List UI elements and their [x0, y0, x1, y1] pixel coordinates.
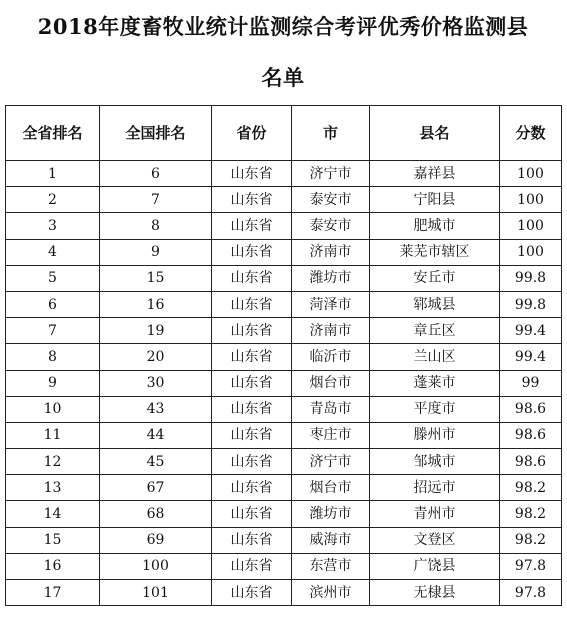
score-cell: 100 [500, 187, 562, 213]
national-rank-cell: 44 [100, 422, 212, 448]
national-rank-cell: 7 [100, 187, 212, 213]
score-cell: 98.2 [500, 475, 562, 501]
province-cell: 山东省 [212, 318, 292, 344]
province-rank-cell: 10 [6, 396, 100, 422]
county-cell: 郓城县 [370, 291, 500, 317]
province-rank-cell: 7 [6, 318, 100, 344]
province-rank-cell: 14 [6, 501, 100, 527]
county-cell: 平度市 [370, 396, 500, 422]
county-cell: 招远市 [370, 475, 500, 501]
national-rank-cell: 19 [100, 318, 212, 344]
province-rank-cell: 8 [6, 344, 100, 370]
score-cell: 98.6 [500, 449, 562, 475]
city-cell: 东营市 [292, 553, 370, 579]
province-cell: 山东省 [212, 161, 292, 187]
city-cell: 滨州市 [292, 580, 370, 606]
county-cell: 宁阳县 [370, 187, 500, 213]
province-cell: 山东省 [212, 213, 292, 239]
score-cell: 97.8 [500, 553, 562, 579]
table-row [6, 187, 562, 213]
table-row [6, 553, 562, 579]
county-cell: 章丘区 [370, 318, 500, 344]
score-cell: 98.2 [500, 501, 562, 527]
table-header-row [6, 106, 562, 161]
score-cell: 99.4 [500, 344, 562, 370]
document-title-line-2: 名单 [261, 65, 305, 90]
table-row [6, 213, 562, 239]
province-rank-cell: 15 [6, 527, 100, 553]
county-cell: 滕州市 [370, 422, 500, 448]
province-cell: 山东省 [212, 580, 292, 606]
national-rank-cell: 101 [100, 580, 212, 606]
national-rank-cell: 8 [100, 213, 212, 239]
score-cell: 97.8 [500, 580, 562, 606]
province-rank-cell: 17 [6, 580, 100, 606]
county-cell: 蓬莱市 [370, 370, 500, 396]
table-row [6, 449, 562, 475]
province-cell: 山东省 [212, 422, 292, 448]
province-rank-cell: 9 [6, 370, 100, 396]
national-rank-cell: 68 [100, 501, 212, 527]
province-cell: 山东省 [212, 553, 292, 579]
province-rank-cell: 11 [6, 422, 100, 448]
province-rank-cell: 12 [6, 449, 100, 475]
national-rank-cell: 45 [100, 449, 212, 475]
city-cell: 威海市 [292, 527, 370, 553]
province-cell: 山东省 [212, 187, 292, 213]
document-title-line-1: 2018年度畜牧业统计监测综合考评优秀价格监测县 [37, 14, 529, 39]
province-cell: 山东省 [212, 449, 292, 475]
province-rank-cell: 3 [6, 213, 100, 239]
province-rank-cell: 2 [6, 187, 100, 213]
column-header-county: 县名 [370, 106, 500, 161]
city-cell: 烟台市 [292, 370, 370, 396]
national-rank-cell: 15 [100, 265, 212, 291]
province-cell: 山东省 [212, 396, 292, 422]
province-cell: 山东省 [212, 475, 292, 501]
national-rank-cell: 67 [100, 475, 212, 501]
county-cell: 安丘市 [370, 265, 500, 291]
column-header-province: 省份 [212, 106, 292, 161]
national-rank-cell: 20 [100, 344, 212, 370]
county-cell: 文登区 [370, 527, 500, 553]
province-cell: 山东省 [212, 265, 292, 291]
column-header-city: 市 [292, 106, 370, 161]
province-cell: 山东省 [212, 370, 292, 396]
province-cell: 山东省 [212, 344, 292, 370]
province-rank-cell: 1 [6, 161, 100, 187]
table-row [6, 239, 562, 265]
table-row [6, 161, 562, 187]
city-cell: 济南市 [292, 239, 370, 265]
table-body [6, 161, 562, 606]
national-rank-cell: 30 [100, 370, 212, 396]
county-cell: 肥城市 [370, 213, 500, 239]
national-rank-cell: 43 [100, 396, 212, 422]
ranking-table [5, 105, 562, 606]
province-cell: 山东省 [212, 501, 292, 527]
city-cell: 潍坊市 [292, 501, 370, 527]
national-rank-cell: 100 [100, 553, 212, 579]
table-row [6, 344, 562, 370]
table-row [6, 501, 562, 527]
score-cell: 98.6 [500, 422, 562, 448]
table-row [6, 291, 562, 317]
score-cell: 99.8 [500, 291, 562, 317]
province-rank-cell: 5 [6, 265, 100, 291]
table-row [6, 527, 562, 553]
county-cell: 无棣县 [370, 580, 500, 606]
table-row [6, 370, 562, 396]
score-cell: 99.8 [500, 265, 562, 291]
score-cell: 100 [500, 161, 562, 187]
county-cell: 嘉祥县 [370, 161, 500, 187]
national-rank-cell: 16 [100, 291, 212, 317]
table-row [6, 475, 562, 501]
county-cell: 邹城市 [370, 449, 500, 475]
city-cell: 菏泽市 [292, 291, 370, 317]
province-cell: 山东省 [212, 291, 292, 317]
national-rank-cell: 69 [100, 527, 212, 553]
city-cell: 泰安市 [292, 187, 370, 213]
column-header-national-rank: 全国排名 [100, 106, 212, 161]
province-cell: 山东省 [212, 239, 292, 265]
table-row [6, 422, 562, 448]
national-rank-cell: 6 [100, 161, 212, 187]
province-rank-cell: 6 [6, 291, 100, 317]
province-rank-cell: 16 [6, 553, 100, 579]
column-header-score: 分数 [500, 106, 562, 161]
city-cell: 济宁市 [292, 449, 370, 475]
score-cell: 99.4 [500, 318, 562, 344]
city-cell: 济南市 [292, 318, 370, 344]
province-cell: 山东省 [212, 527, 292, 553]
table-row [6, 580, 562, 606]
county-cell: 青州市 [370, 501, 500, 527]
city-cell: 烟台市 [292, 475, 370, 501]
province-rank-cell: 13 [6, 475, 100, 501]
county-cell: 广饶县 [370, 553, 500, 579]
city-cell: 枣庄市 [292, 422, 370, 448]
score-cell: 98.6 [500, 396, 562, 422]
table-row [6, 265, 562, 291]
score-cell: 99 [500, 370, 562, 396]
score-cell: 100 [500, 239, 562, 265]
score-cell: 100 [500, 213, 562, 239]
score-cell: 98.2 [500, 527, 562, 553]
city-cell: 临沂市 [292, 344, 370, 370]
table-row [6, 396, 562, 422]
city-cell: 济宁市 [292, 161, 370, 187]
document-page [5, 0, 561, 624]
county-cell: 莱芜市辖区 [370, 239, 500, 265]
table-row [6, 318, 562, 344]
city-cell: 泰安市 [292, 213, 370, 239]
city-cell: 青岛市 [292, 396, 370, 422]
national-rank-cell: 9 [100, 239, 212, 265]
column-header-province-rank: 全省排名 [6, 106, 100, 161]
province-rank-cell: 4 [6, 239, 100, 265]
county-cell: 兰山区 [370, 344, 500, 370]
city-cell: 潍坊市 [292, 265, 370, 291]
